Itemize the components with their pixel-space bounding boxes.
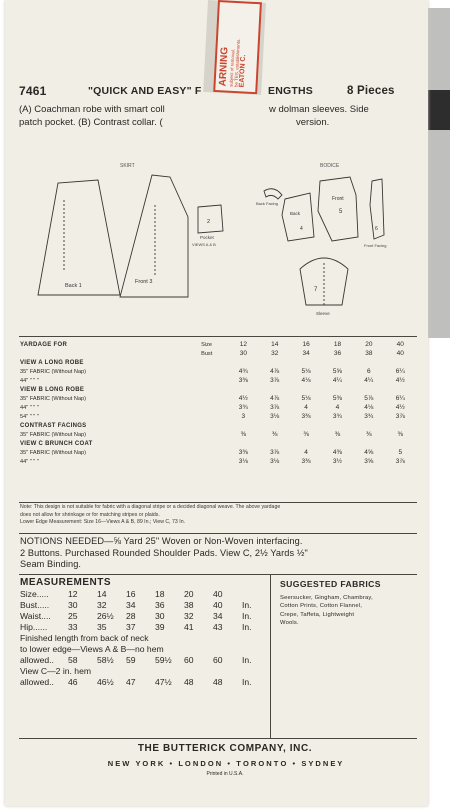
yardage-note [20, 504, 420, 527]
measurement-value: 40 [213, 600, 223, 610]
bust-cell: 32 [271, 350, 279, 357]
measurement-unit: In. [242, 600, 252, 610]
yardage-row-label: 35" FABRIC (Without Nap) [20, 431, 87, 438]
note-line-1: Note: This design is not suitable for fabric with a diagonal stripe or a decided diagonal weave. The above yardage [20, 504, 281, 510]
yardage-row [20, 376, 416, 385]
notions-line-2: 2 Buttons. Purchased Rounded Shoulder Pads. View C, 2½ Yards ½" [20, 547, 308, 558]
fabric-line: Crepe, Taffeta, Lightweight [280, 611, 355, 618]
suggested-title: SUGGESTED FABRICS [280, 579, 381, 589]
yardage-cell: 4⅛ [364, 404, 374, 411]
size-cell: 14 [271, 341, 279, 348]
measurement-label: allowed.. [20, 655, 54, 665]
measurement-value: 58 [68, 655, 78, 665]
yardage-cell: 3¾ [238, 404, 248, 411]
sleeve-label: Sleeve [316, 311, 330, 316]
yardage-rows [20, 358, 416, 466]
description-line-2-tail: version. [296, 117, 330, 128]
measurement-value: 46½ [97, 677, 114, 687]
yardage-cell: 5 [398, 449, 403, 456]
pocket-views: VIEWS A & B [192, 242, 216, 247]
yardage-row-label: 54" " " " [20, 413, 39, 420]
measurement-value: 26½ [97, 611, 114, 621]
warning-label [213, 0, 262, 94]
measurement-label: Hip...... [20, 622, 48, 632]
measurement-value: 32 [97, 600, 107, 610]
pattern-number: 7461 [19, 84, 47, 98]
bodice-back-label: Back [290, 211, 301, 216]
skirt-label: SKIRT [120, 163, 135, 169]
yardage-section-label: VIEW B LONG ROBE [20, 386, 85, 393]
pattern-pieces-diagram [20, 155, 420, 330]
yardage-section-label: VIEW A LONG ROBE [20, 359, 84, 366]
suggested-fabrics [280, 579, 420, 628]
front-facing-number: 6 [375, 226, 378, 232]
yardage-cell: 3⅜ [238, 449, 248, 456]
yardage-cell: 3⅛ [270, 413, 280, 420]
bust-cell: 36 [333, 350, 342, 357]
size-cell: 16 [302, 341, 310, 348]
measurement-value: 48 [213, 677, 223, 687]
measurement-value: 39 [155, 622, 165, 632]
yardage-cell: 3⅝ [364, 458, 374, 465]
yardage-size-row [20, 340, 416, 349]
yardage-row-label: 44" " " " [20, 458, 39, 465]
size-cell: 40 [396, 341, 404, 348]
yardage-cell: 4¾ [238, 368, 248, 375]
measurement-value: 43 [213, 622, 223, 632]
bodice-label: BODICE [320, 163, 340, 169]
view-c-note: View C—2 in. hem [20, 666, 92, 676]
measurement-value: 33 [68, 622, 78, 632]
bodice-front-piece [318, 177, 358, 241]
fabric-line: Wools. [280, 620, 299, 627]
sleeve-number: 7 [314, 287, 318, 293]
measurement-value: 30 [155, 611, 165, 621]
measurement-row [20, 622, 270, 633]
measurement-value: 28 [126, 611, 136, 621]
pattern-title-tail: ENGTHS [268, 85, 313, 97]
notions-top-rule [19, 533, 417, 534]
company-cities: N E W Y O R K • L O N D O N • T O R O N T O • S Y D N E Y [107, 759, 343, 768]
bust-label: Bust [201, 350, 213, 357]
measurement-value: 60 [213, 655, 223, 665]
yardage-cell: 3⅞ [270, 449, 280, 456]
measurement-row [20, 600, 270, 611]
measurement-unit: In. [242, 677, 252, 687]
yardage-cell: 5⅜ [332, 395, 342, 402]
size-cell: 18 [333, 341, 342, 348]
measurement-value: 18 [155, 589, 165, 599]
warning-line-3: EATON C. [238, 54, 248, 88]
notions-line-3: Seam Binding. [20, 559, 82, 569]
printed-in: Printed in U.S.A. [206, 771, 244, 777]
measurement-value: 36 [155, 600, 165, 610]
yardage-section-label: VIEW C BRUNCH COAT [20, 440, 93, 447]
measurement-value: 37 [126, 622, 136, 632]
finished-length-2: to lower edge—Views A & B—no hem [20, 644, 164, 654]
bust-cell: 38 [365, 350, 373, 357]
yardage-cell: 3 [241, 413, 246, 420]
warning-title: ARNING [217, 46, 231, 87]
notions-needed [20, 536, 420, 571]
bodice-front-number: 5 [339, 209, 343, 215]
yardage-row [20, 448, 416, 457]
notions-line-1: NOTIONS NEEDED—⅝ Yard 25" Woven or Non-Woven interfacing. [20, 536, 303, 546]
measurements-top-rule [19, 574, 417, 575]
bust-cell: 40 [396, 350, 404, 357]
yardage-cell: 4 [335, 404, 340, 411]
yardage-cell: 6¼ [395, 395, 405, 402]
finished-length-1: Finished length from back of neck [20, 633, 149, 643]
back-facing-piece [264, 189, 282, 199]
yardage-cell: ⅜ [397, 431, 403, 438]
measurement-value: 16 [126, 589, 136, 599]
yardage-cell: 6 [367, 368, 371, 375]
measurement-unit: In. [242, 655, 252, 665]
measurement-value: 30 [68, 600, 78, 610]
yardage-cell: ⅜ [271, 431, 278, 438]
yardage-cell: 3½ [332, 458, 342, 465]
yardage-row-label: 35" FABRIC (Without Nap) [20, 368, 87, 375]
pieces-count: 8 Pieces [347, 85, 395, 97]
measurement-value: 14 [97, 589, 107, 599]
yardage-cell: 3⅜ [238, 377, 248, 384]
yardage-section-label: CONTRAST FACINGS [20, 422, 87, 429]
yardage-cell: 4¼ [364, 377, 374, 384]
warning-line-2: be TES. establishments. [233, 38, 242, 88]
yardage-row [20, 457, 416, 466]
measurement-value: 46 [68, 677, 78, 687]
description-line-2: patch pocket. (B) Contrast collar. ( [19, 117, 163, 128]
measurements-block [20, 577, 270, 688]
measurement-value: 47½ [155, 677, 172, 687]
yardage-cell: 4½ [238, 395, 248, 402]
measurement-value: 59 [126, 655, 136, 665]
yardage-cell: 3⅞ [270, 377, 280, 384]
yardage-section-row [20, 385, 416, 394]
measurement-value: 34 [213, 611, 223, 621]
yardage-cell: 3⅛ [270, 458, 280, 465]
sleeve-piece [300, 258, 348, 305]
description-line-1: (A) Coachman robe with smart coll [19, 104, 165, 115]
yardage-cell: 4⅞ [270, 395, 280, 402]
skirt-back-label: Back 1 [65, 283, 82, 289]
yardage-note-rule [19, 502, 417, 503]
yardage-cell: 3⅞ [270, 404, 280, 411]
yardage-cell: 3⅜ [301, 458, 311, 465]
measurement-value: 12 [68, 589, 78, 599]
bodice-back-piece [282, 193, 314, 241]
lower-edge-measurement: Lower Edge Measurement: Size 16—Views A & B, 89 In.; View C, 73 In. [20, 519, 186, 525]
pocket-number: 2 [207, 219, 211, 225]
yardage-cell: ⅜ [366, 431, 372, 438]
description-line-1-tail: w dolman sleeves. Side [269, 104, 369, 115]
measurements-rows [20, 589, 270, 633]
yardage-row [20, 367, 416, 376]
yardage-cell: 3⅞ [395, 413, 405, 420]
measurement-value: 32 [184, 611, 194, 621]
size-cell: 20 [365, 341, 373, 348]
yardage-cell: 4 [304, 449, 308, 456]
measurement-label: Size..... [20, 589, 49, 599]
size-label: Size [201, 341, 212, 348]
bust-cell: 34 [302, 350, 310, 357]
length-values [20, 677, 270, 688]
front-facing-label: Front Facing [364, 243, 387, 248]
length-values [20, 655, 270, 666]
measurement-label: Waist.... [20, 611, 51, 621]
yardage-cell: 4½ [395, 404, 405, 411]
yardage-top-rule [19, 336, 417, 337]
yardage-cell: 3¾ [364, 413, 374, 420]
yardage-cell: 4⅛ [301, 377, 311, 384]
measurement-value: 47 [126, 677, 136, 687]
measurement-value: 40 [213, 589, 223, 599]
yardage-section-row [20, 358, 416, 367]
bodice-front-label: Front [332, 196, 344, 202]
yardage-cell: 5⅝ [332, 368, 342, 375]
yardage-cell: ⅜ [303, 431, 309, 438]
measurement-row [20, 589, 270, 600]
yardage-row-label: 35" FABRIC (Without Nap) [20, 395, 87, 402]
yardage-title: YARDAGE FOR [20, 341, 68, 348]
yardage-cell: 3¾ [332, 413, 342, 420]
view-c-length-row [20, 677, 270, 688]
yardage-row [20, 403, 416, 412]
pocket-piece [198, 205, 223, 233]
measurement-label: Bust..... [20, 600, 50, 610]
yardage-cell: 4⅜ [332, 449, 342, 456]
yardage-row [20, 394, 416, 403]
fabric-line: Seersucker, Gingham, Chambray, [280, 595, 373, 601]
measurement-row [20, 611, 270, 622]
measurement-value: 34 [126, 600, 136, 610]
measurement-value: 35 [97, 622, 107, 632]
size-cell: 12 [239, 341, 247, 348]
skirt-front-piece [120, 175, 188, 297]
pocket-label: Pocket [200, 235, 214, 240]
yardage-section-row [20, 421, 416, 430]
yardage-cell: 3⅞ [395, 458, 405, 465]
yardage-cell: 5⅛ [301, 368, 311, 375]
yardage-bust-row [20, 349, 416, 358]
measurements-title: MEASUREMENTS [20, 577, 112, 588]
footer-rule [19, 738, 417, 739]
measurement-value: 20 [184, 589, 194, 599]
yardage-cell: 5⅛ [301, 395, 311, 402]
yardage-cell: 4¼ [332, 377, 342, 384]
yardage-cell: 5⅞ [364, 395, 374, 402]
measurement-value: 48 [184, 677, 194, 687]
yardage-row-label: 44" " " " [20, 404, 39, 411]
yardage-row-label: 35" FABRIC (Without Nap) [20, 449, 87, 456]
yardage-cell: 4 [304, 404, 308, 411]
views-ab-length-row [20, 655, 270, 666]
measurement-unit: In. [242, 622, 252, 632]
yardage-section-row [20, 439, 416, 448]
pattern-title: "QUICK AND EASY" F [88, 85, 202, 97]
yardage-cell: ⅜ [240, 431, 247, 438]
measurement-value: 59½ [155, 655, 172, 665]
yardage-cell: ⅜ [334, 431, 341, 438]
skirt-front-label: Front 3 [135, 279, 153, 285]
yardage-cell: 4½ [395, 377, 405, 384]
bust-cell: 30 [239, 350, 247, 357]
measurement-value: 60 [184, 655, 194, 665]
measurement-value: 25 [68, 611, 78, 621]
measurement-label: allowed.. [20, 677, 54, 687]
yardage-cell: 3⅛ [238, 458, 248, 465]
yardage-cell: 4⅝ [364, 449, 374, 456]
background-dark-strip [428, 90, 450, 130]
bodice-back-number: 4 [300, 226, 303, 232]
yardage-row [20, 430, 416, 439]
measurement-value: 38 [184, 600, 194, 610]
yardage-row-label: 44" " " " [20, 377, 39, 384]
back-facing-label: Back Facing [256, 201, 279, 206]
company-name: THE BUTTERICK COMPANY, INC. [137, 743, 313, 754]
measurement-unit: In. [242, 611, 252, 621]
skirt-back-piece [38, 180, 120, 295]
measurements-divider [270, 574, 271, 738]
note-line-2: does not allow for shrinkage or for matching stripes or plaids. [20, 511, 160, 518]
warning-line-1: subject of removal. [228, 48, 236, 87]
yardage-cell: 6¼ [395, 368, 405, 375]
yardage-cell: 4⅞ [270, 368, 280, 375]
measurement-value: 41 [184, 622, 194, 632]
measurement-value: 58½ [97, 655, 114, 665]
yardage-cell: 3⅜ [301, 413, 311, 420]
fabric-line: Cotton Prints, Cotton Flannel, [280, 603, 363, 610]
yardage-row [20, 412, 416, 421]
yardage-table [20, 340, 416, 466]
